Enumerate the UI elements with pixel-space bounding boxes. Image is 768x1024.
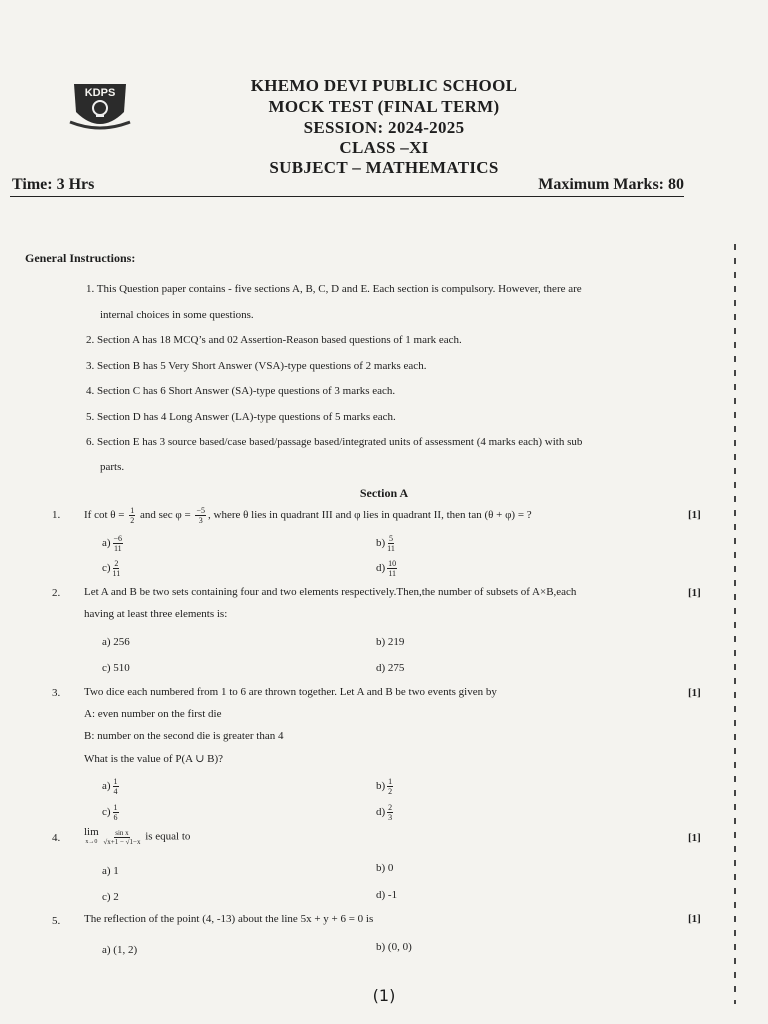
instructions-title: General Instructions:	[25, 251, 136, 265]
logo-text: KDPS	[84, 87, 116, 99]
header-rule	[10, 196, 684, 197]
q1-option-b: b) $\frac{5}{11}$	[376, 534, 395, 553]
class: CLASS –XI	[339, 138, 429, 157]
q2-line2: having at least three elements is:	[84, 608, 228, 620]
q3-line1: Two dice each numbered from 1 to 6 are thrown together. Let A and B be two events given by	[84, 686, 497, 698]
q1-number: 1.	[52, 509, 61, 521]
instruction-5: 5. Section D has 4 Long Answer (LA)-type questions of 5 marks each.	[86, 411, 396, 423]
q5-marks: [1]	[688, 913, 701, 925]
q2-option-d: d) 275	[376, 662, 405, 674]
q1-text: If cot θ = $\frac{1}{2}$ and sec φ = $\frac{-5}{3}$ , where θ lies in quadrant III and φ lies in quadrant II, then tan (θ + φ) = ?	[84, 506, 532, 525]
q3-option-b: b) $\frac{1}{2}$	[376, 777, 393, 796]
q3-line2: A: even number on the first die	[84, 708, 222, 720]
q3-line3: B: number on the second die is greater than 4	[84, 730, 284, 742]
q3-marks: [1]	[688, 687, 701, 699]
q4-option-a: a) 1	[102, 865, 119, 877]
instruction-1b: internal choices in some questions.	[100, 309, 254, 321]
q2-option-a: a) 256	[102, 636, 130, 648]
q5-line1: The reflection of the point (4, -13) about the line 5x + y + 6 = 0 is	[84, 913, 374, 925]
time: Time: 3 Hrs	[12, 176, 95, 193]
instruction-2: 2. Section A has 18 MCQ’s and 02 Assertion-Reason based questions of 1 mark each.	[86, 334, 462, 346]
q3-option-c: c) $\frac{1}{6}$	[102, 803, 118, 822]
instruction-4: 4. Section C has 6 Short Answer (SA)-type questions of 3 marks each.	[86, 385, 396, 397]
q4-option-c: c) 2	[102, 891, 119, 903]
margin-dashed-line	[734, 244, 736, 1004]
session: SESSION: 2024-2025	[303, 118, 465, 137]
q1-option-c: c) $\frac{2}{11}$	[102, 559, 121, 578]
q3-line4: What is the value of P(A ∪ B)?	[84, 753, 224, 765]
q5-option-a: a) (1, 2)	[102, 944, 138, 956]
q4-marks: [1]	[688, 832, 701, 844]
instruction-1a: 1. This Question paper contains - five sections A, B, C, D and E. Each section is compulsory. However, there are	[86, 283, 582, 295]
q5-number: 5.	[52, 915, 61, 927]
school-name: KHEMO DEVI PUBLIC SCHOOL	[250, 76, 518, 95]
q4-option-b: b) 0	[376, 862, 394, 874]
instruction-6b: parts.	[100, 461, 125, 473]
page-number: (1)	[372, 986, 396, 1005]
q2-option-b: b) 219	[376, 636, 405, 648]
instruction-6a: 6. Section E has 3 source based/case based/passage based/integrated units of assessment (4 marks each) with sub	[86, 436, 583, 448]
q3-option-a: a) $\frac{1}{4}$	[102, 777, 118, 796]
q1-marks: [1]	[688, 509, 701, 521]
q4-text: lim x→0 $\frac{\text{sin x}}{√x+1 - √1-x}$ is equal to	[84, 826, 191, 846]
section-title: Section A	[359, 486, 409, 500]
test-title: MOCK TEST (FINAL TERM)	[268, 97, 500, 116]
instruction-3: 3. Section B has 5 Very Short Answer (VSA)-type questions of 2 marks each.	[86, 360, 427, 372]
q2-option-c: c) 510	[102, 662, 130, 674]
q2-line1: Let A and B be two sets containing four and two elements respectively.Then,the number of subsets of A×B,each	[84, 586, 577, 598]
q4-number: 4.	[52, 832, 61, 844]
q2-number: 2.	[52, 587, 61, 599]
max-marks: Maximum Marks: 80	[538, 176, 684, 193]
q3-option-d: d) $\frac{2}{3}$	[376, 803, 393, 822]
subject: SUBJECT – MATHEMATICS	[269, 158, 499, 177]
q1-option-a: a) $\frac{-6}{11}$	[102, 534, 123, 553]
q5-option-b: b) (0, 0)	[376, 941, 412, 953]
q2-marks: [1]	[688, 587, 701, 599]
q3-number: 3.	[52, 687, 61, 699]
q4-option-d: d) -1	[376, 889, 398, 901]
q1-option-d: d) $\frac{10}{11}$	[376, 559, 397, 578]
